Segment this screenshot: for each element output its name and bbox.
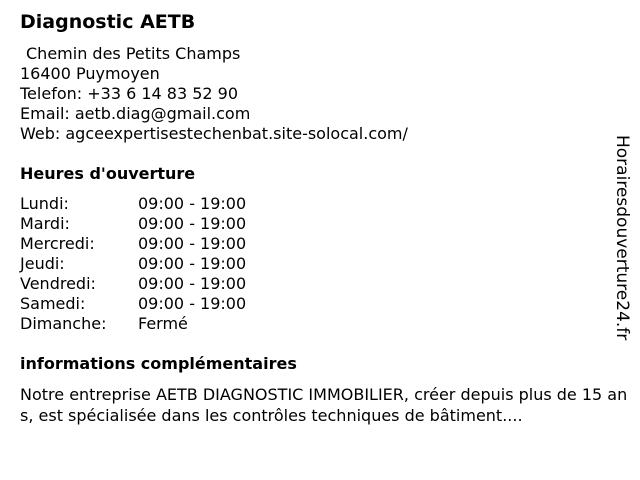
day-hours: 09:00 - 19:00: [138, 234, 247, 253]
address-street: Chemin des Petits Champs: [26, 44, 241, 63]
day-label: Jeudi:: [20, 254, 65, 273]
day-hours: Fermé: [138, 314, 188, 333]
phone-line[interactable]: Telefon: +33 6 14 83 52 90: [20, 84, 239, 103]
day-label: Mercredi:: [20, 234, 95, 253]
business-name: Diagnostic AETB: [20, 11, 196, 33]
day-label: Lundi:: [20, 194, 69, 213]
day-hours: 09:00 - 19:00: [138, 254, 247, 273]
email-line[interactable]: Email: aetb.diag@gmail.com: [20, 104, 251, 123]
day-label: Samedi:: [20, 294, 86, 313]
web-line[interactable]: Web: agceexpertisestechenbat.site-solocal.com/: [20, 124, 408, 143]
additional-info-text: Notre entreprise AETB DIAGNOSTIC IMMOBILIER, créer depuis plus de 15 ans, est spécialisée dans les contrôles techniques de bâtiment....: [20, 385, 628, 425]
additional-info-heading: informations complémentaires: [20, 354, 297, 373]
day-label: Vendredi:: [20, 274, 96, 293]
day-hours: 09:00 - 19:00: [138, 194, 247, 213]
day-label: Mardi:: [20, 214, 70, 233]
hours-row-monday: [20, 194, 246, 214]
address-city: 16400 Puymoyen: [20, 64, 160, 83]
day-hours: 09:00 - 19:00: [138, 294, 247, 313]
day-hours: 09:00 - 19:00: [138, 214, 247, 233]
opening-hours-table: [20, 194, 246, 334]
day-hours: 09:00 - 19:00: [138, 274, 247, 293]
site-watermark: Horairesdouverture24.fr: [612, 135, 632, 341]
hours-row-saturday: [20, 294, 246, 314]
hours-row-sunday: [20, 314, 246, 334]
opening-hours-heading: Heures d'ouverture: [20, 164, 196, 183]
contact-block: [20, 44, 408, 144]
hours-row-wednesday: [20, 234, 246, 254]
hours-row-tuesday: [20, 214, 246, 234]
hours-row-friday: [20, 274, 246, 294]
hours-row-thursday: [20, 254, 246, 274]
day-label: Dimanche:: [20, 314, 107, 333]
